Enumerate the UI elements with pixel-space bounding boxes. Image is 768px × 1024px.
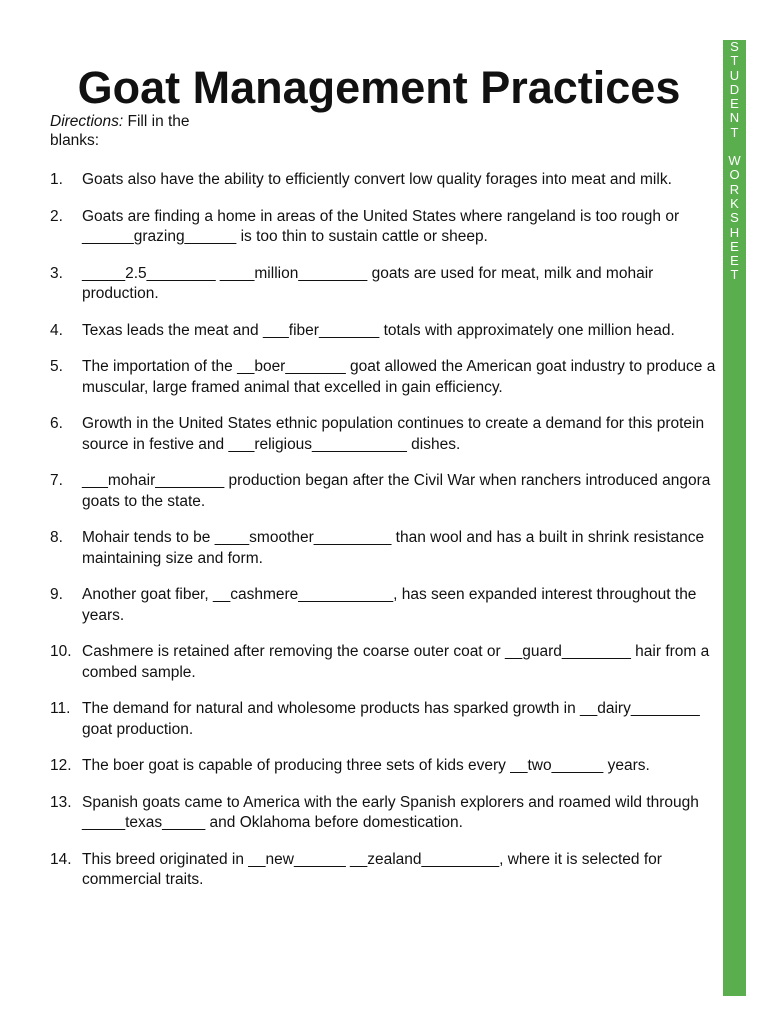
sidebar-letter: E xyxy=(730,238,739,254)
sidebar-letter: O xyxy=(729,167,740,183)
question-number: 1. xyxy=(50,171,63,188)
directions xyxy=(50,112,200,150)
question-text: Cashmere is retained after removing the coarse outer coat or __guard________ hair from a combed sample. xyxy=(82,643,710,681)
question-number: 7. xyxy=(50,472,63,489)
question-text: Texas leads the meat and ___fiber_______ totals with approximately one million head. xyxy=(82,321,675,339)
sidebar-letter: E xyxy=(730,253,739,269)
sidebar-letter: D xyxy=(729,81,740,97)
question-number: 12. xyxy=(50,757,72,774)
sidebar-letter: T xyxy=(730,124,739,140)
question-item xyxy=(50,414,720,455)
question-item xyxy=(50,264,720,305)
sidebar-letter: H xyxy=(729,224,740,240)
question-number: 4. xyxy=(50,321,63,339)
question-number: 5. xyxy=(50,358,63,375)
sidebar-letter: K xyxy=(730,195,739,211)
question-text: Growth in the United States ethnic population continues to create a demand for this protein source in festive and ___religious___________ dishes. xyxy=(82,415,705,453)
question-item xyxy=(50,357,720,398)
question-number: 3. xyxy=(50,264,63,282)
question-text: The boer goat is capable of producing three sets of kids every __two______ years. xyxy=(82,757,650,774)
question-text: Mohair tends to be ____smoother_________ than wool and has a built in shrink resistance maintaining size and form. xyxy=(82,529,705,567)
question-item xyxy=(50,756,720,777)
student-worksheet-sidebar xyxy=(723,40,746,996)
question-item xyxy=(50,793,720,834)
question-number: 13. xyxy=(50,793,72,811)
question-text: ___mohair________ production began after the Civil War when ranchers introduced angora goats to the state. xyxy=(82,472,711,510)
question-number: 14. xyxy=(50,850,72,868)
question-item xyxy=(50,585,720,626)
question-text: Another goat fiber, __cashmere___________, has seen expanded interest throughout the years. xyxy=(82,586,697,624)
sidebar-letter: R xyxy=(729,181,740,197)
question-text: Goats also have the ability to efficiently convert low quality forages into meat and milk. xyxy=(82,171,672,188)
question-text: The demand for natural and wholesome products has sparked growth in __dairy________ goat production. xyxy=(82,700,700,738)
directions-label: Directions: xyxy=(50,113,124,130)
question-item xyxy=(50,699,720,740)
question-number: 8. xyxy=(50,529,63,546)
question-item xyxy=(50,321,720,342)
question-number: 9. xyxy=(50,586,63,603)
question-item xyxy=(50,642,720,683)
page-title: Goat Management Practices xyxy=(77,62,681,113)
question-text: Spanish goats came to America with the early Spanish explorers and roamed wild through _____texas_____ and Oklahoma before domestication. xyxy=(82,793,699,831)
sidebar-letter: U xyxy=(729,67,740,83)
sidebar-letter: S xyxy=(730,210,739,226)
sidebar-letter: T xyxy=(730,53,739,69)
question-text: Goats are finding a home in areas of the United States where rangeland is too rough or ______grazing______ is too thin to sustain cattle or sheep. xyxy=(82,207,680,245)
sidebar-letter: N xyxy=(729,110,740,126)
question-text: _____2.5________ ____million________ goats are used for meat, milk and mohair production. xyxy=(82,264,654,302)
sidebar-word-gap xyxy=(723,140,746,154)
sidebar-letter: S xyxy=(730,39,739,54)
question-item xyxy=(50,170,720,191)
question-number: 2. xyxy=(50,207,63,225)
question-item xyxy=(50,528,720,569)
question-item xyxy=(50,207,720,248)
question-item xyxy=(50,471,720,512)
sidebar-letter: W xyxy=(728,153,741,169)
question-text: The importation of the __boer_______ goat allowed the American goat industry to produce a muscular, large framed animal that excelled in gain efficiency. xyxy=(82,358,716,396)
question-number: 10. xyxy=(50,643,72,660)
question-number: 11. xyxy=(50,700,71,717)
sidebar-letter: T xyxy=(730,267,739,283)
question-list xyxy=(50,170,720,907)
sidebar-letter: E xyxy=(730,96,739,112)
directions-text: Fill in the blanks: xyxy=(50,113,190,149)
question-number: 6. xyxy=(50,415,63,432)
question-item xyxy=(50,850,720,891)
question-text: This breed originated in __new______ __zealand_________, where it is selected for commercial traits. xyxy=(82,850,662,888)
